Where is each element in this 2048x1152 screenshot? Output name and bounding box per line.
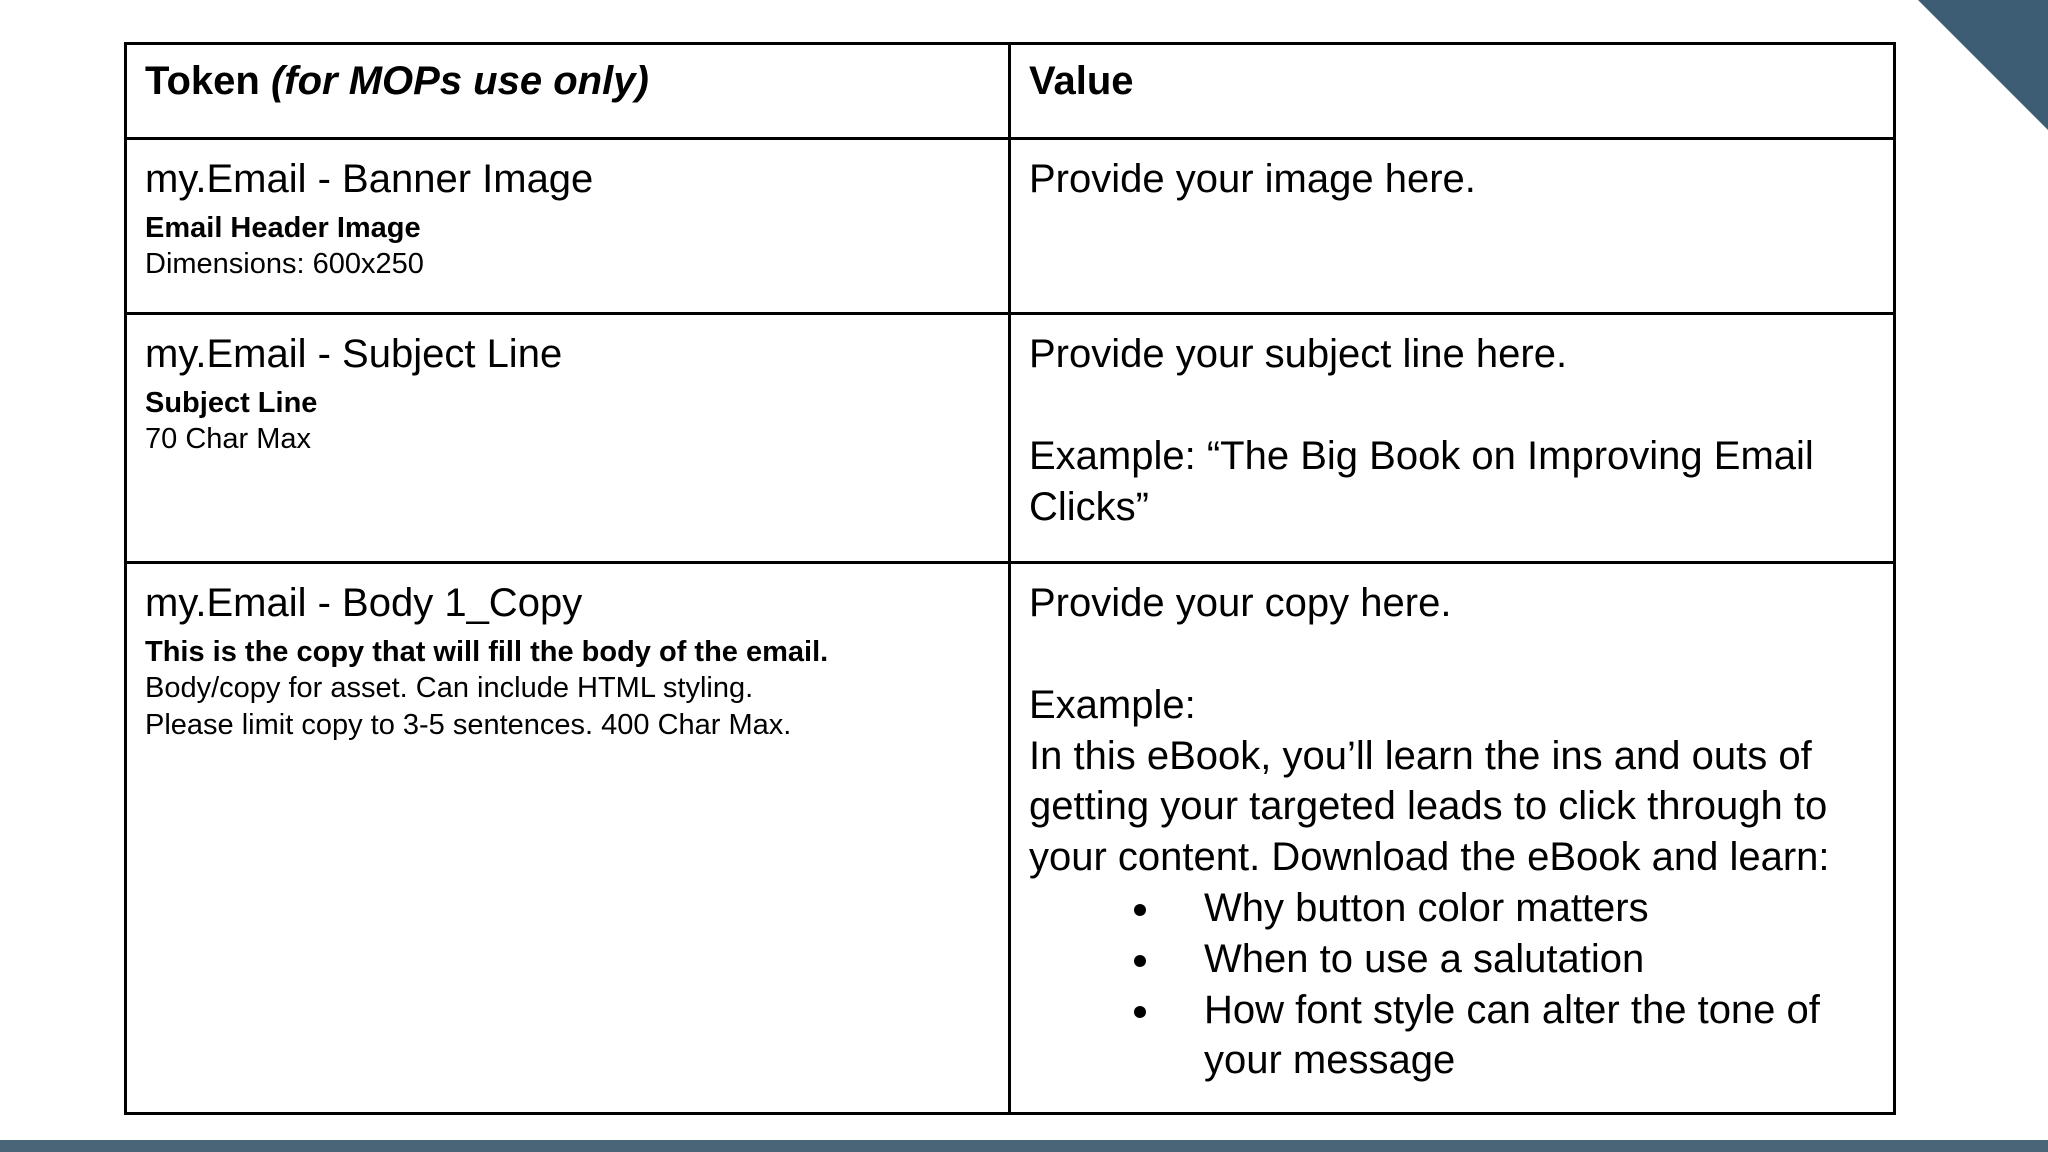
- value-example-text: In this eBook, you’ll learn the ins and outs of getting your targeted leads to click through to your content. Download the eBook and learn:: [1029, 733, 1830, 880]
- spacer: [1029, 380, 1875, 431]
- list-item: • How font style can alter the tone of your message: [1164, 985, 1875, 1087]
- token-header-note: (for MOPs use only): [270, 59, 649, 103]
- token-description: 70 Char Max: [145, 423, 312, 456]
- token-header-label: Token: [145, 59, 260, 103]
- token-name: my.Email - Banner Image: [145, 157, 594, 201]
- value-intro: Provide your copy here.: [1029, 581, 1452, 625]
- table-header-row: [126, 44, 1895, 139]
- value-header-label: Value: [1029, 59, 1134, 103]
- token-cell: [126, 139, 1010, 314]
- value-cell[interactable]: [1010, 314, 1895, 563]
- token-description: Dimensions: 600x250: [145, 248, 424, 281]
- token-column-header: [126, 44, 1010, 139]
- token-bold-description: Subject Line: [145, 387, 318, 419]
- token-description: Body/copy for asset. Can include HTML styling.: [145, 672, 754, 705]
- table-row: [126, 563, 1895, 1114]
- token-name: my.Email - Subject Line: [145, 332, 563, 376]
- value-cell[interactable]: [1010, 563, 1895, 1114]
- token-value-table: [124, 42, 1896, 1115]
- bottom-band: [0, 1140, 2048, 1152]
- value-example: Example: “The Big Book on Improving Email Clicks”: [1029, 433, 1814, 529]
- token-cell: [126, 314, 1010, 563]
- value-column-header: [1010, 44, 1895, 139]
- value-intro: Provide your image here.: [1029, 157, 1476, 201]
- value-intro: Provide your subject line here.: [1029, 332, 1568, 376]
- spacer: [1029, 629, 1875, 680]
- token-bold-description: This is the copy that will fill the body of the email.: [145, 636, 829, 668]
- token-bold-description: Email Header Image: [145, 212, 421, 244]
- token-description: Please limit copy to 3-5 sentences. 400 Char Max.: [145, 708, 792, 741]
- list-item: • When to use a salutation: [1164, 934, 1875, 985]
- token-name: my.Email - Body 1_Copy: [145, 581, 583, 625]
- list-item: • Why button color matters: [1164, 883, 1875, 934]
- table-row: [126, 139, 1895, 314]
- table-row: [126, 314, 1895, 563]
- corner-decoration: [1918, 0, 2048, 130]
- token-cell: [126, 563, 1010, 1114]
- value-cell[interactable]: [1010, 139, 1895, 314]
- value-bullet-list: [1029, 883, 1875, 1086]
- value-example-label: Example:: [1029, 682, 1196, 727]
